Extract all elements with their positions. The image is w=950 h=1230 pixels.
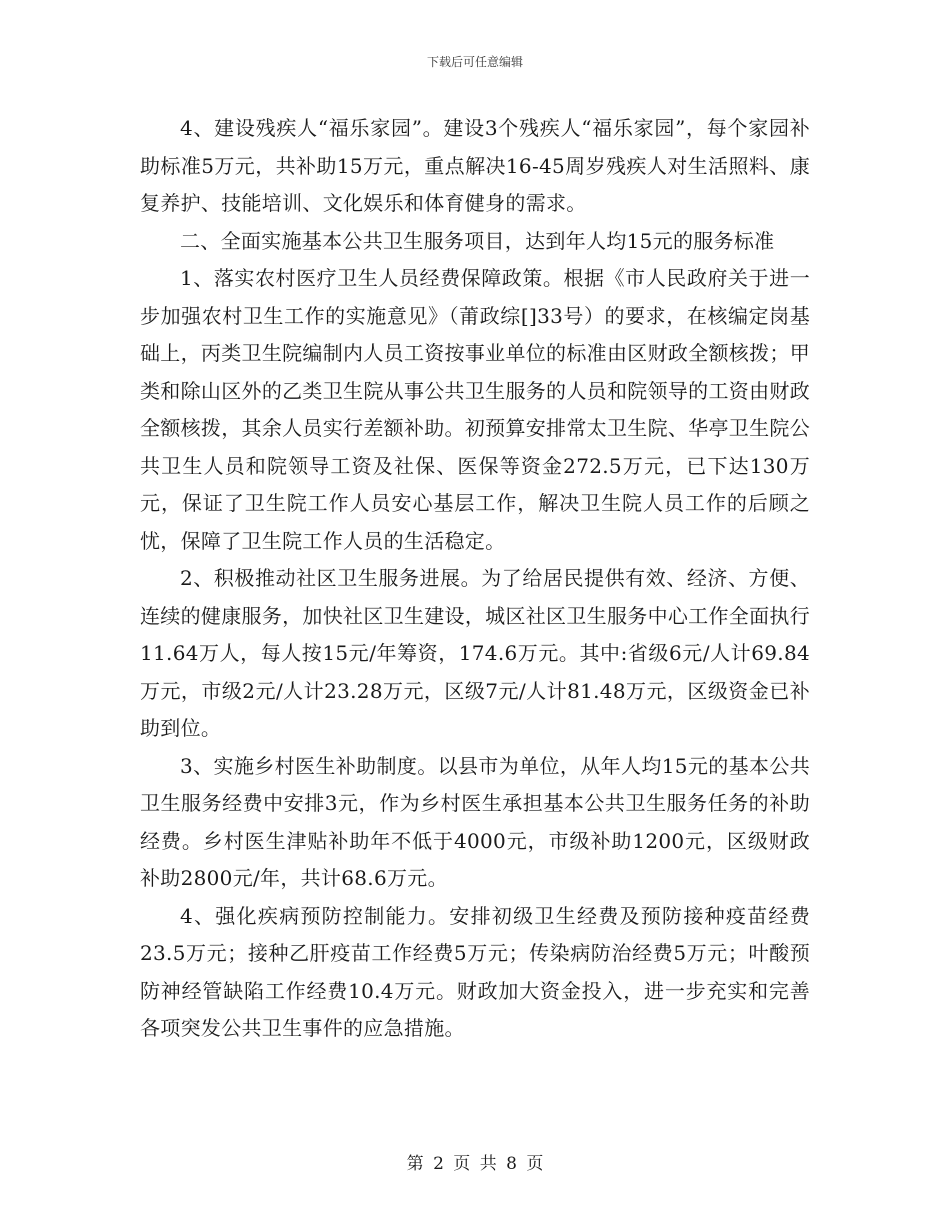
paragraph-disease-prevention: 4、强化疾病预防控制能力。安排初级卫生经费及预防接种疫苗经费23.5万元；接种乙肝疫苗工作经费5万元；传染病防治经费5万元；叶酸预防神经管缺陷工作经费10.4万元。财政加大资金投入，进一步充实和完善各项突发公共卫生事件的应急措施。 (140, 903, 810, 1040)
document-body (140, 110, 810, 1048)
section-heading-public-health: 二、全面实施基本公共卫生服务项目，达到年人均15元的服务标准 (180, 228, 775, 253)
paragraph-welfare-home: 4、建设残疾人“福乐家园”。建设3个残疾人“福乐家园”，每个家园补助标准5万元，共补助15万元，重点解决16-45周岁残疾人对生活照料、康复养护、技能培训、文化娱乐和体育健身的需求。 (140, 116, 810, 215)
page-header: 下载后可任意编辑 (426, 55, 523, 69)
page-number: 第 2 页 共 8 页 (406, 1154, 544, 1174)
paragraph-rural-medical-funding: 1、落实农村医疗卫生人员经费保障政策。根据《市人民政府关于进一步加强农村卫生工作的实施意见》（莆政综[]33号）的要求，在核编定岗基础上，丙类卫生院编制内人员工资按事业单位的标准由区财政全额核拨；甲类和除山区外的乙类卫生院从事公共卫生服务的人员和院领导的工资由财政全额核拨，其余人员实行差额补助。初预算安排常太卫生院、华亭卫生院公共卫生人员和院领导工资及社保、医保等资金272.5万元，已下达130万元，保证了卫生院工作人员安心基层工作，解决卫生院人员工作的后顾之忧，保障了卫生院工作人员的生活稳定。 (140, 266, 810, 553)
paragraph-community-health: 2、积极推动社区卫生服务进展。为了给居民提供有效、经济、方便、连续的健康服务，加快社区卫生建设，城区社区卫生服务中心工作全面执行11.64万人，每人按15元/年筹资，174.6万元。其中:省级6元/人计69.84万元，市级2元/人计23.28万元，区级7元/人计81.48万元，区级资金已补助到位。 (140, 566, 810, 740)
paragraph-village-doctor-subsidy: 3、实施乡村医生补助制度。以县市为单位，从年人均15元的基本公共卫生服务经费中安排3元，作为乡村医生承担基本公共卫生服务任务的补助经费。乡村医生津贴补助年不低于4000元，市级补助1200元，区级财政补助2800元/年，共计68.6万元。 (140, 753, 810, 890)
